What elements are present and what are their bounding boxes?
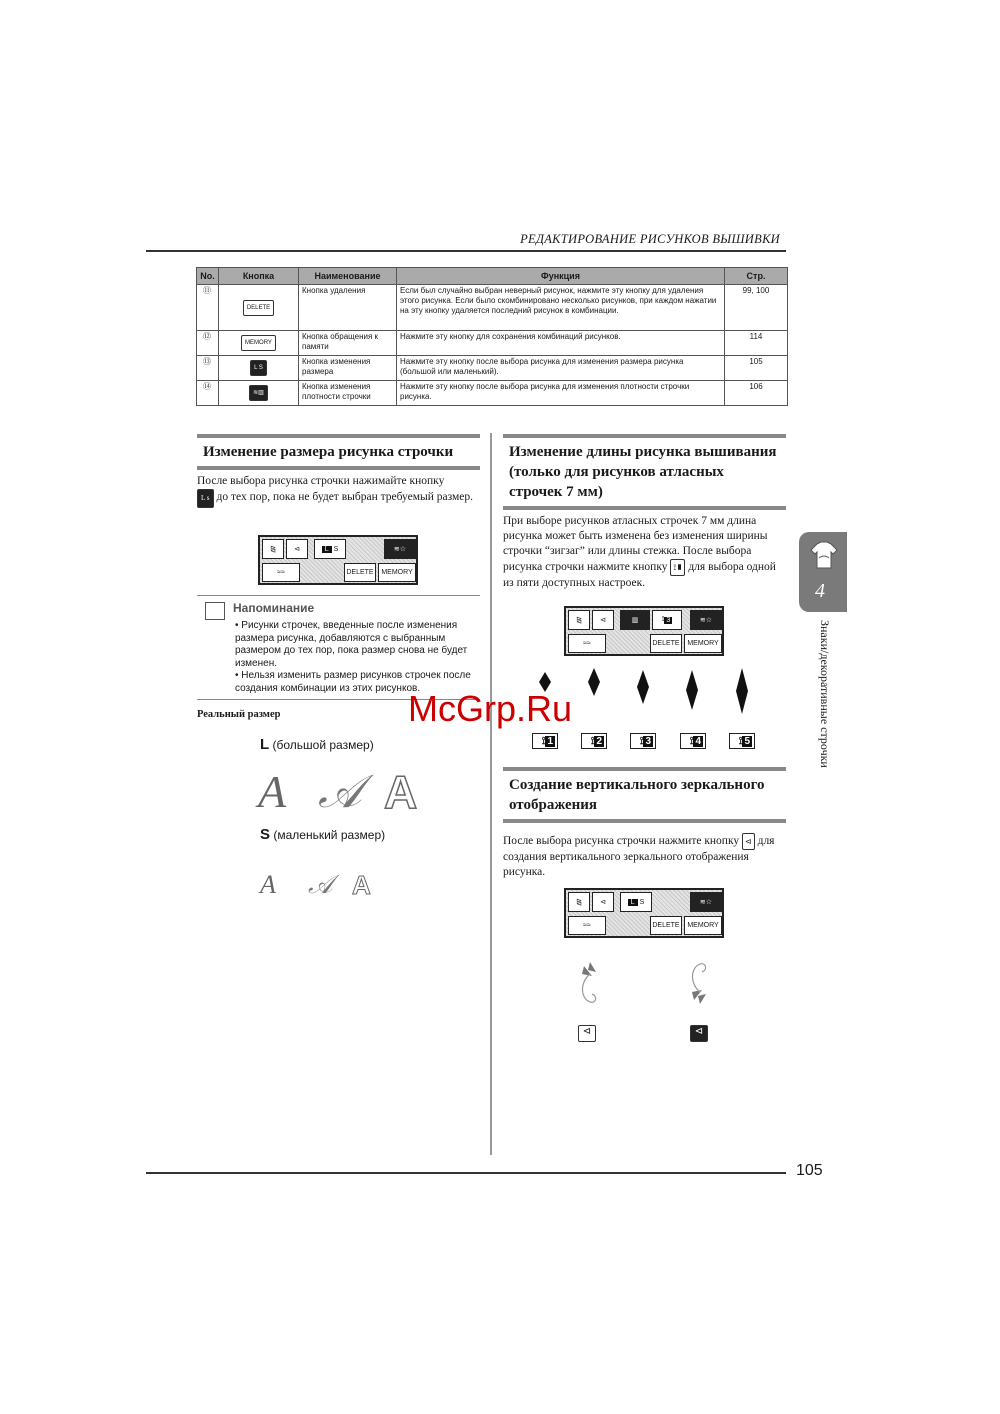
floral-motif-mirrored (680, 958, 720, 1008)
size-s-label: S (333, 545, 339, 553)
size-s-label: S (639, 898, 645, 906)
mirror-off-icon: ⊲ (578, 1025, 596, 1042)
row-page: 106 (725, 381, 788, 406)
size-intro-text-1: После выбора рисунка строчки нажимайте кнопку (197, 475, 445, 487)
row-name: Кнопка изменения плотности строчки (299, 381, 397, 406)
note-box (197, 595, 480, 700)
size-l-label: L (628, 899, 638, 906)
size-toggle-button (314, 539, 346, 559)
panel-delete-button: DELETE (344, 563, 376, 582)
floral-motif-normal (570, 958, 610, 1008)
stitch-pattern-icon: ≈≈ (568, 916, 606, 935)
small-letter: S (260, 826, 271, 843)
length-level-4: ⟟ 4 (680, 733, 706, 749)
length-button: ⟟ 3 (652, 610, 682, 630)
row-button-cell (219, 381, 299, 406)
panel-memory-button: MEMORY (378, 563, 416, 582)
machine-panel-length (564, 606, 724, 656)
col-header-page: Стр. (725, 268, 788, 285)
length-level-3-label: 3 (645, 735, 651, 747)
length-level-3: ⟟ 3 (630, 733, 656, 749)
row-number: ⑬ (197, 356, 219, 381)
length-level-5-label: 5 (744, 735, 750, 747)
sample-a-outline-small: A (352, 870, 371, 900)
density-button-icon: ≋▥ (249, 385, 268, 401)
sample-a-script-small: 𝒜 (308, 870, 333, 899)
panel-delete-button: DELETE (650, 634, 682, 653)
length-shape-2 (588, 668, 600, 696)
watermark: McGrp.Ru (408, 688, 573, 729)
mirror-vertical-icon: ⊲ (286, 539, 308, 559)
panel-memory-button: MEMORY (684, 634, 722, 653)
memory-button-icon: MEMORY (241, 335, 276, 351)
row-number: ⑭ (197, 381, 219, 406)
row-function: Нажмите эту кнопку для сохранения комбинаций рисунков. (397, 331, 725, 356)
length-level-1-label: 1 (547, 735, 553, 747)
length-level-1: ⟟ 1 (532, 733, 558, 749)
small-size-caption (260, 826, 385, 843)
col-header-function: Функция (397, 268, 725, 285)
length-shape-5 (736, 668, 748, 714)
table-row (197, 285, 788, 331)
length-text-2: для выбора одной из пяти доступных настроек. (503, 561, 776, 589)
note-bullet-2: • Нельзя изменить размер рисунков строчек после создания комбинации из этих рисунков. (235, 670, 471, 694)
length-text-1: При выборе рисунков атласных строчек 7 мм длина рисунка может быть изменена без изменения ширины строчки “зигзаг” или длины стежка. После выбора рисунка строчки нажмите кнопку (503, 515, 768, 573)
stitch-pattern-icon: ≈≈ (262, 563, 300, 582)
panel-delete-button: DELETE (650, 916, 682, 935)
mirror-text-1: После выбора рисунка строчки нажмите кнопку (503, 835, 740, 847)
large-label: (большой размер) (272, 738, 374, 752)
section-heading-mirror: Создание вертикального зеркального отображения (503, 767, 786, 823)
page-number: 105 (796, 1162, 823, 1179)
sample-a-thin-small: A (260, 870, 276, 899)
stitch-pattern-icon: ≈≈ (568, 634, 606, 653)
density-pattern-icon: ≋☆ (384, 539, 416, 559)
length-shape-3 (637, 670, 649, 704)
sample-a-thin-large: A (258, 766, 287, 817)
length-level-4-label: 4 (695, 735, 701, 747)
note-text-2: Нельзя изменить размер рисунков строчек после создания комбинации из этих рисунков. (235, 670, 471, 694)
row-name: Кнопка удаления (299, 285, 397, 331)
size-toggle-button (620, 892, 652, 912)
row-number: ⑪ (197, 285, 219, 331)
size-intro-text-2: до тех пор, пока не будет выбран требуемый размер. (216, 491, 474, 503)
mirror-on-icon: ⊲ (690, 1025, 708, 1042)
mirror-horizontal-icon: ⧎ (262, 539, 284, 559)
header-rule (146, 250, 786, 252)
density-pattern-icon: ≋☆ (690, 610, 722, 630)
size-l-label: L (322, 546, 332, 553)
row-name: Кнопка изменения размера (299, 356, 397, 381)
row-button-cell (219, 356, 299, 381)
table-row (197, 356, 788, 381)
col-header-no: No. (197, 268, 219, 285)
mirror-paragraph (503, 833, 786, 880)
col-header-button: Кнопка (219, 268, 299, 285)
table-row (197, 381, 788, 406)
note-text-1: Рисунки строчек, введенные после изменения размера рисунка, добавляются с выбранным размером до тех пор, пока размер снова не будет изменен. (235, 620, 468, 669)
section-heading-size: Изменение размера рисунка строчки (197, 434, 480, 470)
row-name: Кнопка обращения к памяти (299, 331, 397, 356)
real-size-label: Реальный размер (197, 709, 281, 720)
large-letter: L (260, 736, 270, 753)
table-row (197, 331, 788, 356)
column-divider (490, 433, 492, 1155)
length-level-5: ⟟ 5 (729, 733, 755, 749)
length-current: 3 (666, 616, 671, 624)
sample-a-outline-large: A (384, 766, 418, 818)
mirror-horizontal-icon: ⧎ (568, 892, 590, 912)
panel-memory-button: MEMORY (684, 916, 722, 935)
machine-panel-mirror (564, 888, 724, 938)
size-intro (197, 474, 480, 508)
size-button-icon: L S (250, 360, 267, 376)
table-header-row (197, 268, 788, 285)
mirror-vertical-icon: ⊲ (592, 892, 614, 912)
row-number: ⑫ (197, 331, 219, 356)
row-function: Если был случайно выбран неверный рисунок, нажмите эту кнопку для удаления этого рисунка. Если было скомбинировано несколько рисунков, при каждом нажатии на эту кнопку удаляется последний рисунок в комбинации. (397, 285, 725, 331)
row-button-cell (219, 331, 299, 356)
density-pattern-icon: ≋☆ (690, 892, 722, 912)
large-size-caption (260, 736, 374, 753)
length-level-2-label: 2 (596, 735, 602, 747)
mirror-text-2: для создания вертикального зеркального отображения рисунка. (503, 835, 775, 878)
machine-panel-size (258, 535, 418, 585)
mirror-vertical-icon: ⊲ (592, 610, 614, 630)
running-header: РЕДАКТИРОВАНИЕ РИСУНКОВ ВЫШИВКИ (520, 232, 780, 246)
row-page: 105 (725, 356, 788, 381)
note-bullet-1: • Рисунки строчек, введенные после изменения размера рисунка, добавляются с выбранным размером до тех пор, пока размер снова не будет изменен. (235, 620, 468, 669)
sample-a-script-large: 𝒜 (318, 766, 362, 817)
chapter-side-title: Знаки/декоративные строчки (818, 620, 832, 768)
length-shape-4 (686, 670, 698, 710)
section-heading-length: Изменение длины рисунка вышивания (только для рисунков атласных строчек 7 мм) (503, 434, 786, 510)
function-table (196, 267, 788, 406)
shirt-icon (809, 540, 839, 570)
chapter-number: 4 (815, 580, 825, 602)
size-button-icon: L s (197, 489, 214, 508)
density-button-inline-icon: ⟟▮ (670, 559, 685, 576)
row-function: Нажмите эту кнопку после выбора рисунка для изменения плотности строчки рисунка. (397, 381, 725, 406)
length-paragraph (503, 514, 786, 591)
footer-rule (146, 1172, 786, 1174)
col-header-name: Наименование (299, 268, 397, 285)
row-button-cell (219, 285, 299, 331)
note-title: Напоминание (233, 601, 315, 615)
mirror-horizontal-icon: ⧎ (568, 610, 590, 630)
delete-button-icon: DELETE (243, 300, 274, 316)
note-pencil-icon (205, 602, 225, 620)
row-page: 99, 100 (725, 285, 788, 331)
width-stitch-icon: ▥ (620, 610, 650, 630)
length-level-2: ⟟ 2 (581, 733, 607, 749)
row-page: 114 (725, 331, 788, 356)
small-label: (маленький размер) (273, 828, 386, 842)
mirror-vertical-inline-icon: ⊲ (742, 833, 755, 850)
row-function: Нажмите эту кнопку после выбора рисунка для изменения размера рисунка (большой или маленький). (397, 356, 725, 381)
